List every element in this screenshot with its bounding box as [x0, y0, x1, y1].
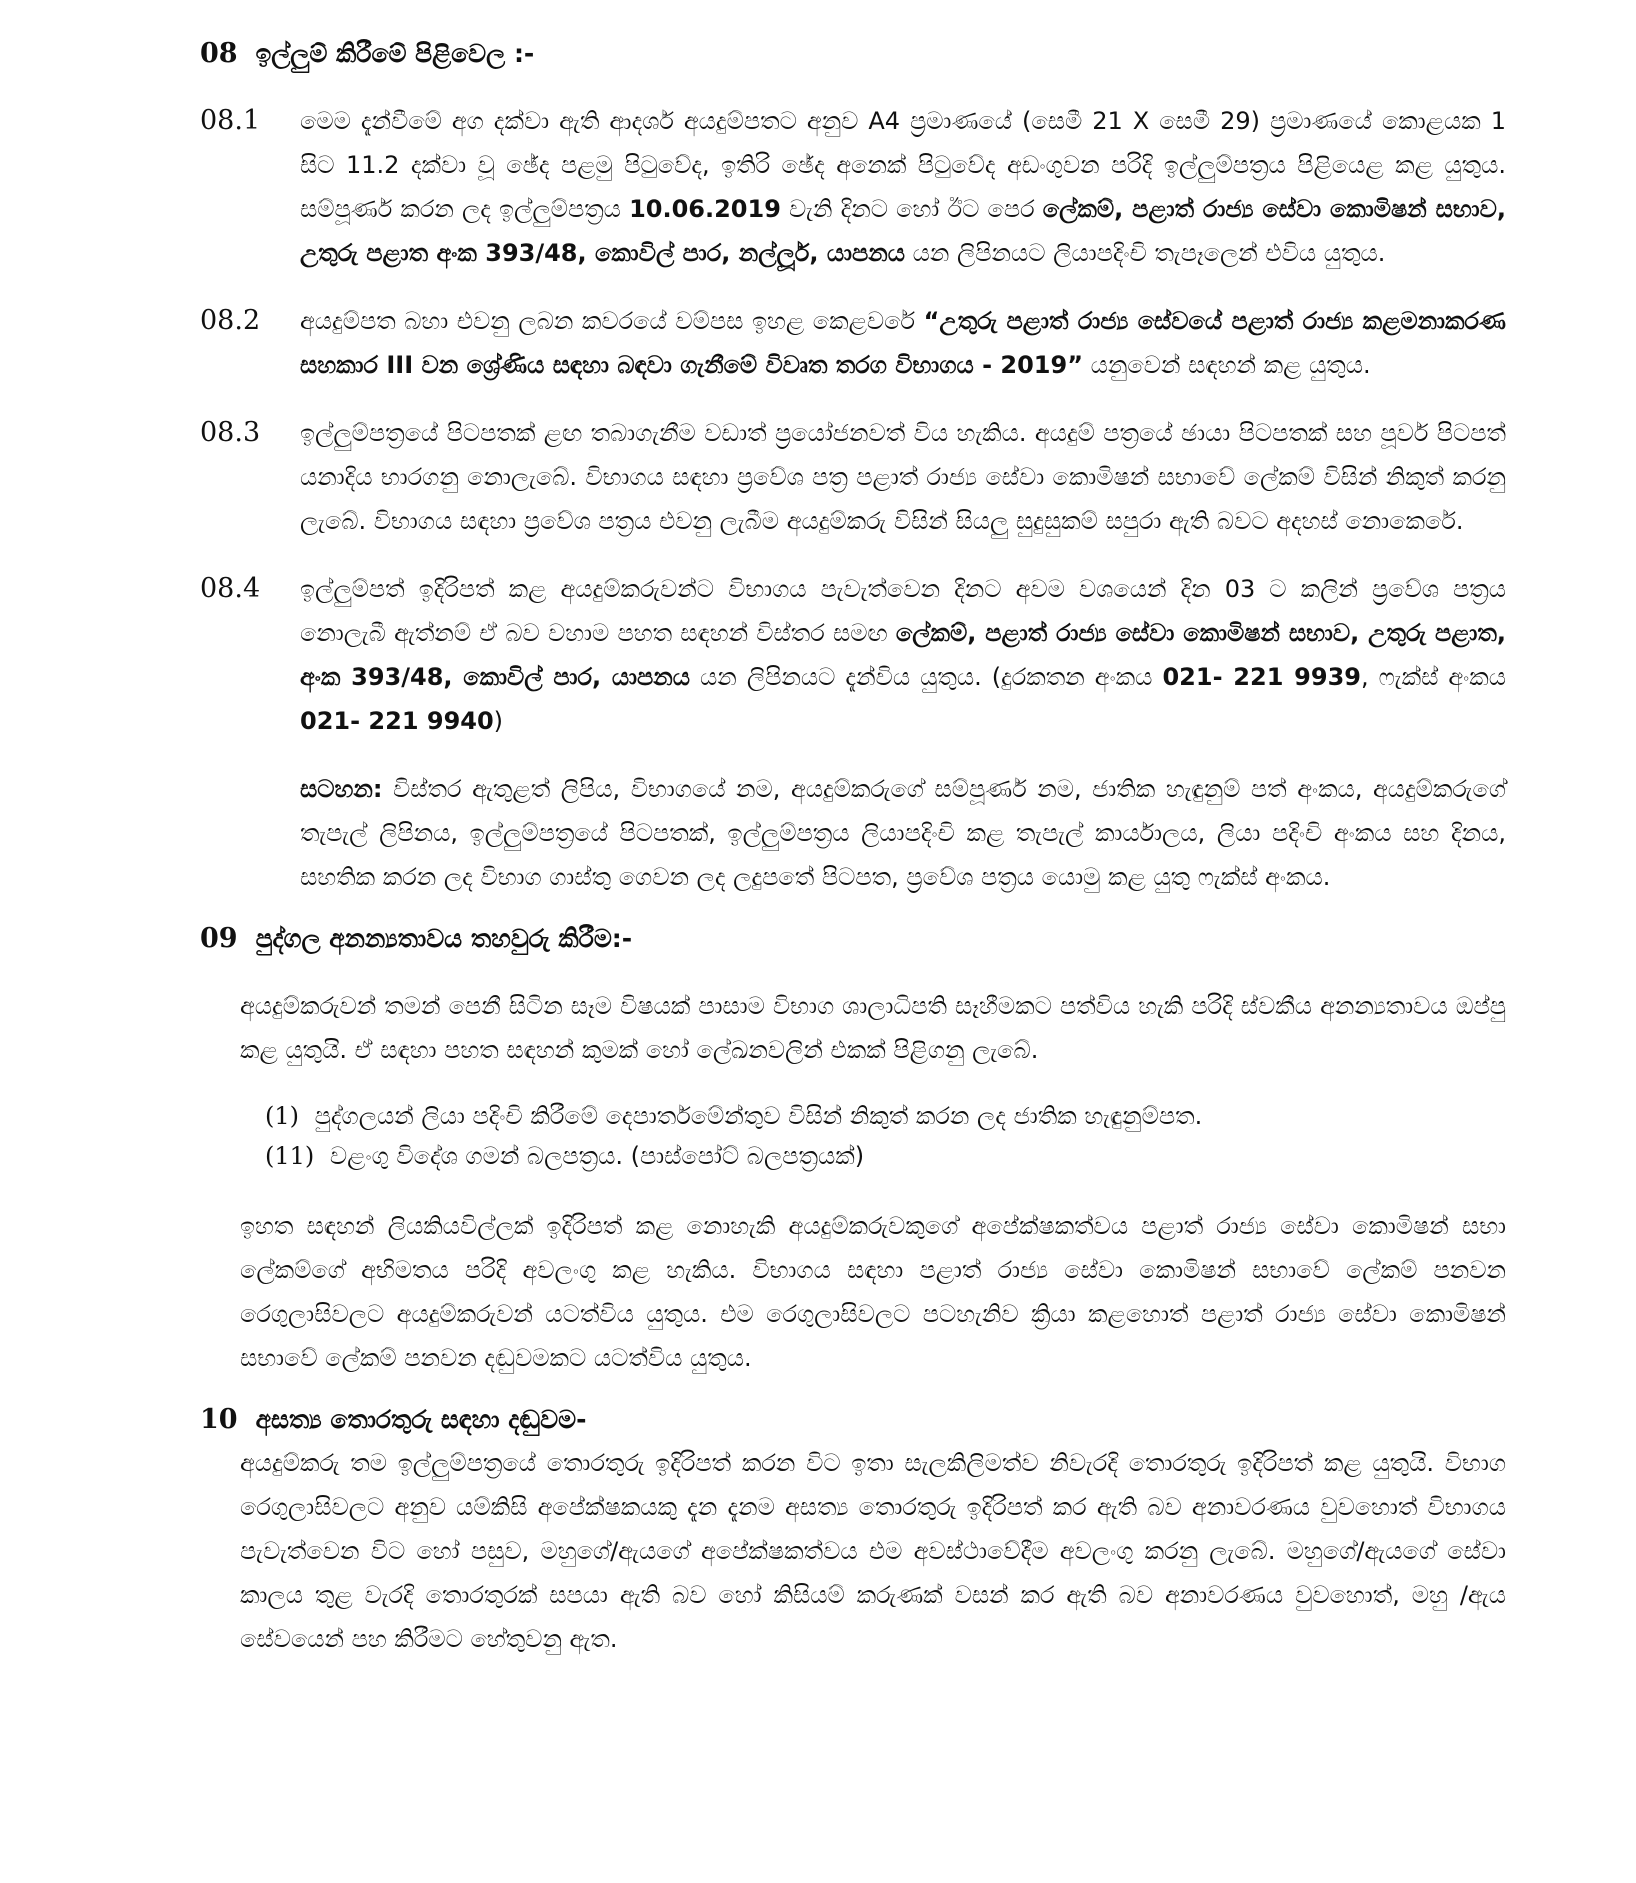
text-run: , ෆැක්ස් අංකය: [1360, 663, 1506, 691]
telephone-number: 021- 221 9939: [1162, 663, 1361, 691]
text-run: යනුවෙන් සඳහන් කළ යුතුය.: [1090, 351, 1371, 379]
document-list: [200, 1096, 1506, 1176]
section-number: 08: [200, 38, 238, 69]
text-run: යන ලිපිනයට ලියාපදිංචි තැපෑලෙන් එවිය යුතුය.: [912, 239, 1386, 267]
section-08-heading: [200, 38, 1506, 69]
section-09-heading: [200, 923, 1506, 954]
deadline-date: 10.06.2019: [629, 195, 781, 223]
text-run: මෙම දැන්වීමේ අග දක්වා ඇති ආදර්ශ අයදුම්පතට අනුව A4 ප්‍රමාණයේ (සෙමී 21 X සෙමී 29) ප්‍රමාණයේ කොළයක 1 සිට 11.2 දක්වා වූ ඡේද පළමු පිටුවේද, ඉතිරි ඡේද අනෙක් පිටුවේද අඩංගුවන පරිදි ඉල්ලුම්පත්‍රය පිළියෙළ කළ යුතුය. සම්පූර්ණ කරන ලද ඉල්ලුම්පත්‍රය: [300, 107, 1506, 223]
text-run: යන ලිපිනයට දැන්විය යුතුය. (දුරකතන අංකය: [700, 663, 1153, 691]
fax-number: 021- 221 9940: [300, 707, 494, 735]
paragraph-text: [300, 567, 1506, 743]
text-run: ): [493, 707, 504, 735]
postal-address: ලේකම්, පළාත් රාජ්‍ය සේවා කොමිෂන් සභාව, උතුරු පළාත අංක 393/48, කොවිල් පාර, නල්ලූර්, යාපනය: [300, 195, 1506, 267]
note-label: සටහන:: [300, 775, 383, 803]
paragraph-text: [300, 99, 1506, 275]
text-run: ඉල්ලුම්පත් ඉදිරිපත් කළ අයදුම්කරුවන්ට විභාගය පැවැත්වෙන දිනට අවම වශයෙන් දින 03 ට කලින් ප්‍රවේශ පත්‍රය නොලැබී ඇත්නම් ඒ බව වහාම පහත සඳහන් විස්තර සමඟ: [300, 575, 1506, 647]
list-item-text: වළංගු විදේශ ගමන් බලපත්‍රය. (පාස්පෝට් බලපත්‍රයක්): [329, 1142, 865, 1170]
postal-address: ලේකම්, පළාත් රාජ්‍ය සේවා කොමිෂන් සභාව, උතුරු පළාත, අංක 393/48, කොවිල් පාර, යාපනය: [300, 619, 1507, 691]
section-10-heading: [200, 1404, 1506, 1435]
section-09-intro: අයදුම්කරුවන් තමන් පෙනී සිටින සෑම විෂයක් පාසාම විභාග ශාලාධිපති සෑහීමකට පත්විය හැකි පරිදි ස්වකීය අනන්‍යතාවය ඔප්පු කළ යුතුයි. ඒ සඳහා පහත සඳහන් කුමක් හෝ ලේඛනවලින් එකක් පිළිගනු ලැබේ.: [240, 992, 1506, 1064]
paragraph-text: ඉල්ලුම්පත්‍රයේ පිටපතක් ළඟ තබාගැනීම වඩාත් ප්‍රයෝජනවත් විය හැකිය. අයදුම් පත්‍රයේ ඡායා පිටපතක් සහ පූර්ව පිටපත් යනාදිය භාරගනු නොලැබේ. විභාගය සඳහා ප්‍රවේශ පත්‍ර පළාත් රාජ්‍ය සේවා කොමිෂන් සභාවේ ලේකම් විසින් නිකුත් කරනු ලැබේ. විභාගය සඳහා ප්‍රවේශ පත්‍රය එවනු ලැබීම අයදුම්කරු විසින් සියලු සුදුසුකම් සපුරා ඇති බවට අදහස් නොකෙරේ.: [300, 419, 1506, 535]
section-title: අසත්‍ය තොරතුරු සඳහා දඬුවම-: [255, 1405, 587, 1434]
section-title: පුද්ගල අනන්‍යතාවය තහවුරු කිරීම:-: [255, 924, 633, 953]
list-item: [200, 1136, 1506, 1176]
section-number: 10: [200, 1404, 238, 1435]
paragraph-08-3: [200, 411, 1506, 543]
envelope-caption: “උතුරු පළාත් රාජ්‍ය සේවයේ පළාත් රාජ්‍ය කළමනාකරණ සහකාර III වන ශ්‍රේණිය සඳහා බඳවා ගැනීමේ විවෘත තරග විභාගය - 2019”: [300, 307, 1506, 379]
list-item-text: පුද්ගලයන් ලියා පදිංචි කිරීමේ දෙපාර්තමේන්තුව විසින් නිකුත් කරන ලද ජාතික හැඳුනුම්පත.: [314, 1102, 1203, 1130]
section-09-outro: ඉහත සඳහන් ලියකියවිල්ලක් ඉදිරිපත් කළ නොහැකි අයදුම්කරුවකුගේ අපේක්ෂකත්වය පළාත් රාජ්‍ය සේවා කොමිෂන් සභා ලේකම්ගේ අභිමතය පරිදි අවලංගු කළ හැකිය. විභාගය සඳහා පළාත් රාජ්‍ය සේවා කොමිෂන් සභාවේ ලේකම් පනවන රෙගුලාසිවලට අයදුම්කරුවන් යටත්විය යුතුය. එම රෙගුලාසිවලට පටහැනිව ක්‍රියා කළහොත් පළාත් රාජ්‍ය සේවා කොමිෂන් සභාවේ ලේකම් පනවන දඬුවමකට යටත්විය යුතුය.: [240, 1212, 1506, 1372]
section-10-text: අයදුම්කරු තම ඉල්ලුම්පත්‍රයේ තොරතුරු ඉදිරිපත් කරන විට ඉතා සැලකිලිමත්ව නිවැරදි තොරතුරු ඉදිරිපත් කළ යුතුයි. විභාග රෙගුලාසිවලට අනුව යම්කිසි අපේක්ෂකයකු දැන දැනම අසත්‍ය තොරතුරු ඉදිරිපත් කර ඇති බව අනාවරණය වුවහොත් විභාගය පැවැත්වෙන විට හෝ පසුව, මහුගේ/ඇයගේ අපේක්ෂකත්වය එම අවස්ථාවේදීම අවලංගු කරනු ලැබේ. මහුගේ/ඇයගේ සේවා කාලය තුළ වැරදි තොරතුරක් සපයා ඇති බව හෝ කිසියම් කරුණක් වසන් කර ඇති බව අනාවරණය වුවහොත්, මහු /ඇය සේවයෙන් පහ කිරීමට හේතුවනු ඇත.: [240, 1449, 1506, 1653]
paragraph-08-4: [200, 567, 1506, 743]
note-block: [200, 767, 1506, 899]
text-run: අයදුම්පත බහා එවනු ලබන කවරයේ වම්පස ඉහළ කෙළවරේ: [300, 307, 916, 335]
paragraph-text: [300, 299, 1506, 387]
paragraph-08-1: [200, 99, 1506, 275]
paragraph-number: 08.4: [200, 573, 261, 604]
paragraph-number: 08.1: [200, 105, 261, 136]
paragraph-08-2: [200, 299, 1506, 387]
list-item-number: (11): [265, 1142, 315, 1170]
paragraph-number: 08.2: [200, 305, 261, 336]
list-item: [200, 1096, 1506, 1136]
section-number: 09: [200, 923, 238, 954]
note-text: විස්තර ඇතුළත් ලිපිය, විභාගයේ නම, අයදුම්කරුගේ සම්පූර්ණ නම, ජාතික හැඳුනුම් පත් අංකය, අයදුම්කරුගේ තැපැල් ලිපිනය, ඉල්ලුම්පත්‍රයේ පිටපතක්, ඉල්ලුම්පත්‍රය ලියාපදිංචි කළ තැපැල් කාර්යාලය, ලියා පදිංචි අංකය සහ දිනය, සහතික කරන ලද විභාග ගාස්තු ගෙවන ලද ලදුපතේ පිටපත, ප්‍රවේශ පත්‍රය යොමු කළ යුතු ෆැක්ස් අංකය.: [300, 775, 1506, 891]
text-run: වැනි දිනට හෝ ඊට පෙර: [789, 195, 1035, 223]
list-item-number: (1): [265, 1102, 299, 1130]
section-title: ඉල්ලුම් කිරීමේ පිළිවෙල :-: [255, 39, 535, 68]
paragraph-number: 08.3: [200, 417, 261, 448]
